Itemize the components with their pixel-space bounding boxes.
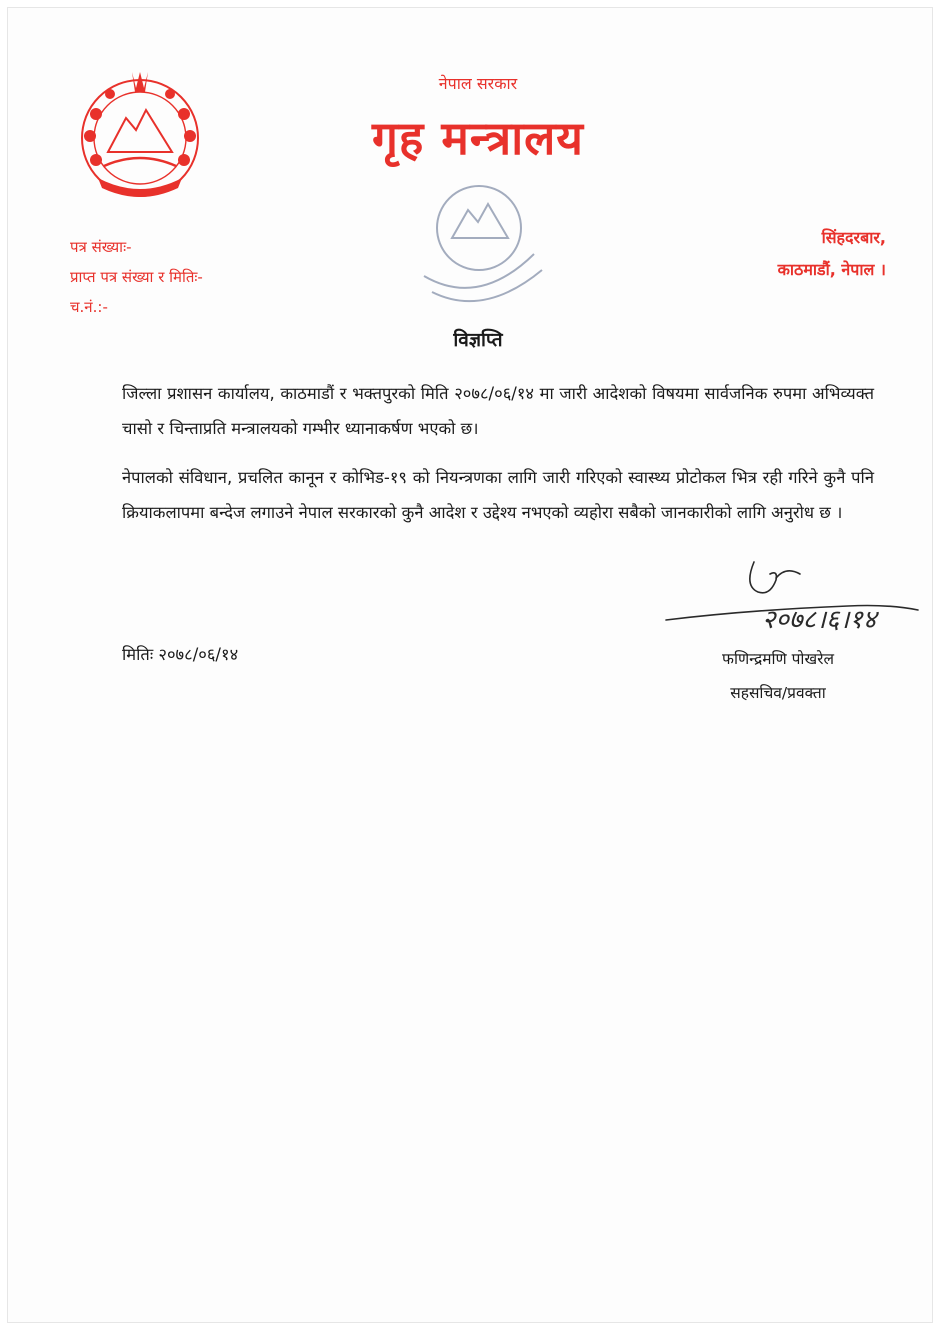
document-page — [8, 8, 932, 1322]
dispatch-number-label: च.नं.:- — [70, 298, 108, 316]
svg-text:२०७८।६।१४: २०७८।६।१४ — [762, 605, 877, 635]
address-line-2: काठमाडौं, नेपाल । — [777, 260, 886, 279]
ministry-stamp-icon — [404, 158, 554, 308]
ministry-title: गृह मन्त्रालय — [372, 111, 584, 165]
notice-body — [122, 376, 874, 544]
notice-paragraph-2: नेपालको संविधान, प्रचलित कानून र कोभिड-१९ को नियन्त्रणका लागि जारी गरिएको स्वास्थ्य प्रोटोकल भित्र रही गरिने कुनै पनि क्रियाकलापमा बन्देज लगाउने नेपाल सरकारको कुनै आदेश र उद्देश्य नभएको व्यहोरा सबैको जानकारीको लागि अनुरोध छ । — [122, 468, 874, 522]
notice-date: मितिः २०७८/०६/१४ — [122, 645, 239, 664]
reference-block — [70, 232, 203, 322]
office-address — [778, 222, 886, 286]
signatory-block — [668, 642, 888, 710]
handwritten-signature-icon — [658, 556, 928, 646]
letter-number-label: पत्र संख्याः- — [70, 238, 132, 256]
received-letter-label: प्राप्त पत्र संख्या र मितिः- — [70, 268, 203, 286]
notice-paragraph-1: जिल्ला प्रशासन कार्यालय, काठमाडौं र भक्तपुरको मिति २०७८/०६/१४ मा जारी आदेशको विषयमा सार्वजनिक रुपमा अभिव्यक्त चासो र चिन्ताप्रति मन्त्रालयको गम्भीर ध्यानाकर्षण भएको छ। — [122, 384, 874, 438]
signatory-name: फणिन्द्रमणि पोखरेल — [722, 650, 834, 668]
signatory-designation: सहसचिव/प्रवक्ता — [730, 684, 826, 702]
address-line-1: सिंहदरबार, — [821, 228, 886, 247]
notice-heading: विज्ञप्ति — [453, 329, 503, 351]
government-label: नेपाल सरकार — [438, 74, 518, 93]
